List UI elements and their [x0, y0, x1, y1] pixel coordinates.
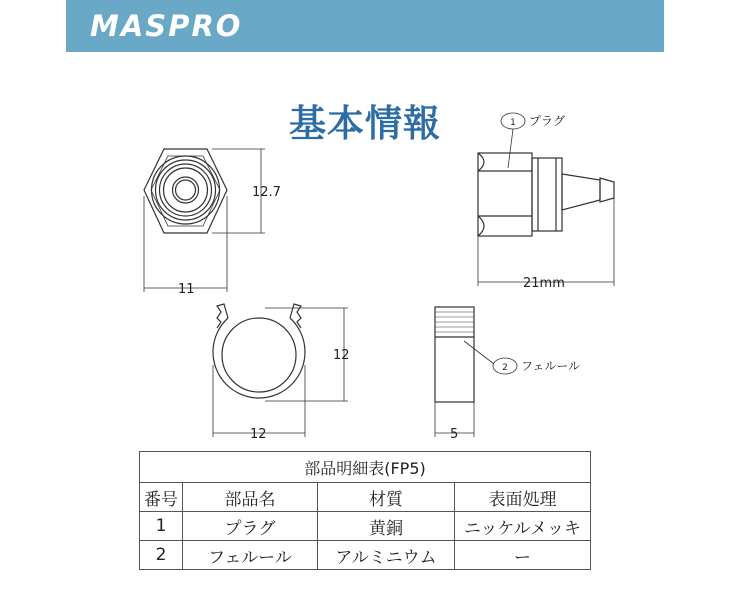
callout-label-ferrule: フェルール: [521, 359, 581, 373]
table-row: [140, 541, 591, 570]
header-material: 材質: [318, 483, 455, 512]
dimension-label-hex-width: 11: [178, 282, 195, 297]
cell-surface-treatment: ニッケルメッキ: [455, 512, 591, 541]
cell-number: 1: [140, 512, 183, 541]
cell-surface-treatment: ー: [455, 541, 591, 570]
dimension-label-plug-length: 21mm: [523, 276, 565, 291]
dimension-label-hex-height: 12.7: [252, 185, 281, 200]
dimension-label-ring-height: 12: [333, 348, 350, 363]
dimension-hex-width: [144, 196, 227, 292]
cell-material: アルミニウム: [318, 541, 455, 570]
cell-part-name: プラグ: [183, 512, 318, 541]
table-row: [140, 512, 591, 541]
header-number: 番号: [140, 483, 183, 512]
cell-part-name: フェルール: [183, 541, 318, 570]
ferrule-ring-view: [213, 304, 305, 398]
cell-number: 2: [140, 541, 183, 570]
callout-number-2: 2: [502, 363, 508, 373]
header-surface-treatment: 表面処理: [455, 483, 591, 512]
header-part-name: 部品名: [183, 483, 318, 512]
page-title: 基本情報: [289, 102, 441, 145]
callout-number-1: 1: [510, 118, 516, 128]
parts-table: [139, 451, 591, 570]
dimension-label-ferrule-width: 5: [450, 427, 459, 442]
dimension-plug-length: [478, 198, 614, 286]
dimension-label-ring-width: 12: [250, 427, 267, 442]
callout-2: [464, 341, 517, 374]
table-header-row: [140, 483, 591, 512]
callout-label-plug: プラグ: [529, 114, 566, 128]
plug-side-view: [478, 153, 614, 236]
ferrule-side-view: [435, 307, 474, 402]
cell-material: 黄銅: [318, 512, 455, 541]
table-caption: 部品明細表(FP5): [140, 452, 591, 483]
hex-nut-front-view: [144, 149, 227, 233]
brand-logo: MASPRO: [90, 9, 243, 43]
